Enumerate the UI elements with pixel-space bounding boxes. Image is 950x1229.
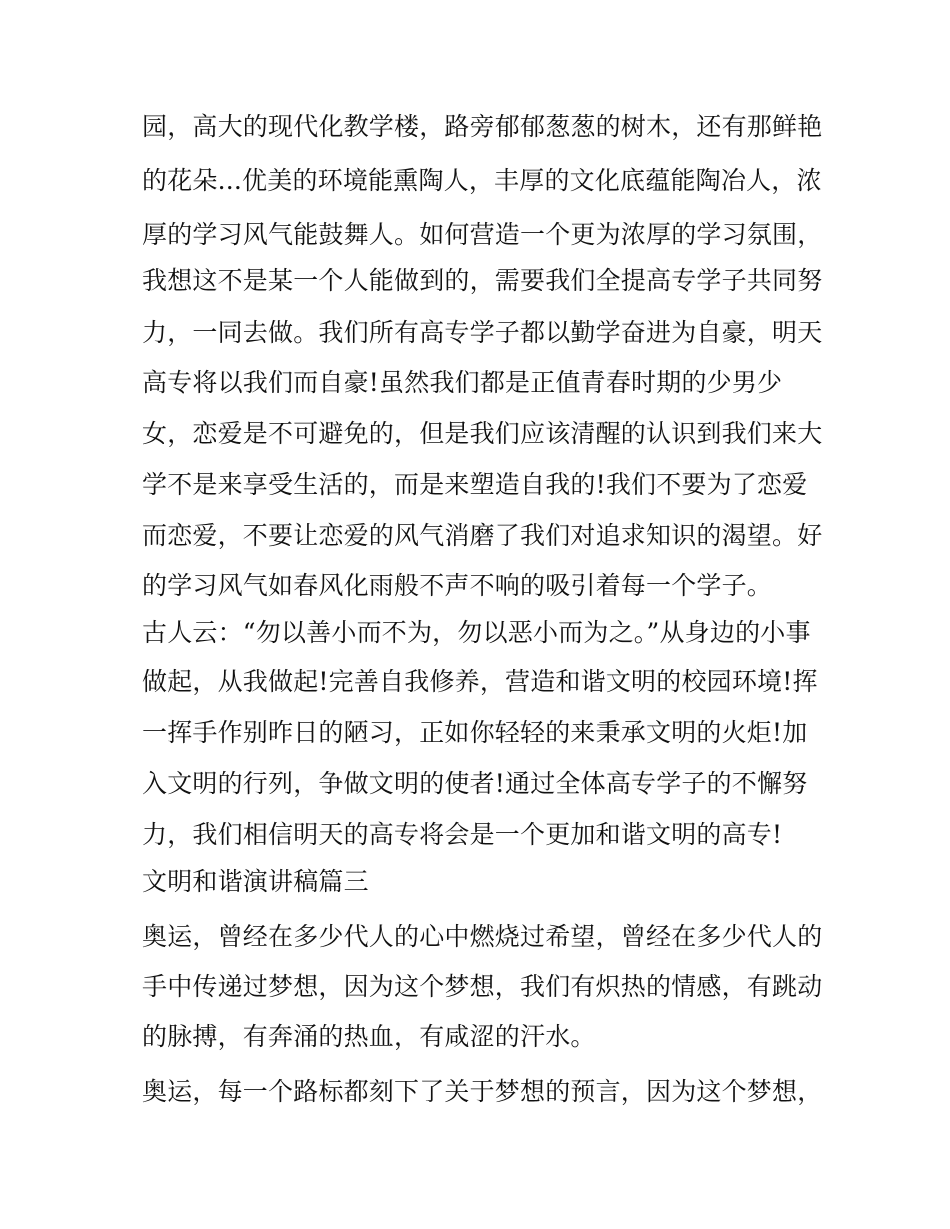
text-line: 一挥手作别昨日的陋习，正如你轻轻的来秉承文明的火炬!加 [142,718,808,747]
text-line: 高专将以我们而自豪!虽然我们都是正值青春时期的少男少 [142,368,783,397]
text-line: 而恋爱，不要让恋爱的风气消磨了我们对追求知识的渴望。好 [142,521,823,550]
text-line: 的学习风气如春风化雨般不声不响的吸引着每一个学子。 [142,571,773,600]
text-line: 学不是来享受生活的，而是来塑造自我的!我们不要为了恋爱 [142,470,808,499]
text-line: 做起，从我做起!完善自我修养，营造和谐文明的校园环境!挥 [142,667,818,696]
text-line: 园，高大的现代化教学楼，路旁郁郁葱葱的树木，还有那鲜艳 [142,112,823,141]
text-line: 女，恋爱是不可避免的，但是我们应该清醒的认识到我们来大 [142,419,823,448]
text-line: 厚的学习风气能鼓舞人。如何营造一个更为浓厚的学习氛围， [142,220,823,249]
text-line: 的花朵...优美的环境能熏陶人，丰厚的文化底蕴能陶冶人，浓 [142,166,822,195]
text-line: 手中传递过梦想，因为这个梦想，我们有炽热的情感，有跳动 [142,972,823,1001]
text-line: 我想这不是某一个人能做到的，需要我们全提高专学子共同努 [142,266,823,295]
text-line: 古人云：“勿以善小而不为，勿以恶小而为之。”从身边的小事 [142,618,811,647]
text-line: 力，一同去做。我们所有高专学子都以勤学奋进为自豪，明天 [142,318,823,347]
text-line: 入文明的行列，争做文明的使者!通过全体高专学子的不懈努 [142,769,808,798]
section-heading: 文明和谐演讲稿篇三 [142,867,369,896]
text-line: 奥运，每一个路标都刻下了关于梦想的预言，因为这个梦想， [142,1077,823,1106]
text-line: 力，我们相信明天的高专将会是一个更加和谐文明的高专! [142,820,783,849]
text-line: 的脉搏，有奔涌的热血，有咸涩的汗水。 [142,1022,596,1051]
text-line: 奥运，曾经在多少代人的心中燃烧过希望，曾经在多少代人的 [142,922,823,951]
